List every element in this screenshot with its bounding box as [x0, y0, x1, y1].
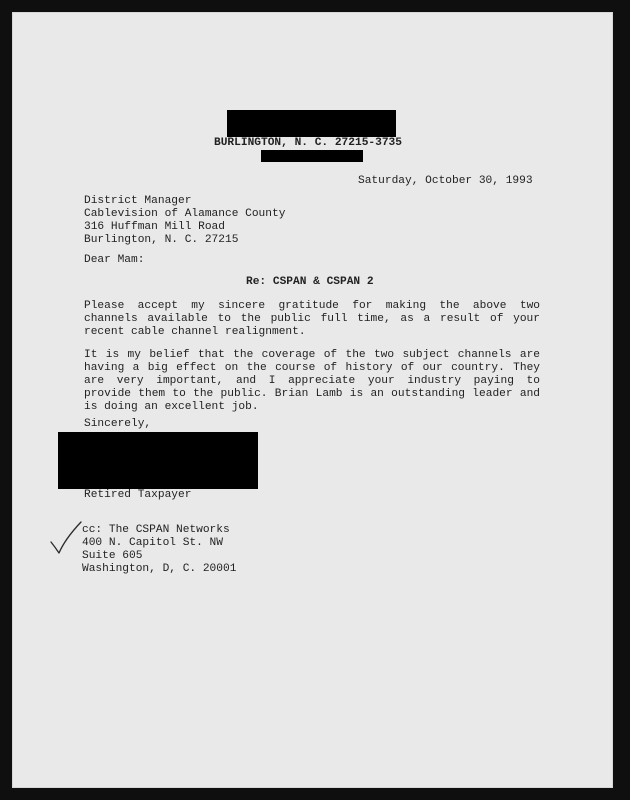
signature-title: Retired Taxpayer [84, 489, 192, 501]
recipient-line: Cablevision of Alamance County [84, 208, 286, 220]
body-paragraph-2: It is my belief that the coverage of the two subject channels are having a big effect on the course of history of our country. They are very important, and I appreciate your industry paying to provide them to the public. Brian Lamb is an outstanding leader and is doing an excellent job. [84, 349, 540, 413]
cc-line: Washington, D, C. 20001 [82, 563, 237, 575]
recipient-line: 316 Huffman Mill Road [84, 221, 225, 233]
redaction-signature [58, 432, 258, 489]
recipient-line: Burlington, N. C. 27215 [84, 234, 239, 246]
subject-line: Re: CSPAN & CSPAN 2 [246, 276, 374, 288]
cc-line: 400 N. Capitol St. NW [82, 537, 223, 549]
closing: Sincerely, [84, 418, 152, 430]
redaction-letterhead-phone [261, 150, 363, 162]
salutation: Dear Mam: [84, 254, 145, 266]
letter-date: Saturday, October 30, 1993 [358, 175, 533, 187]
cc-line: Suite 605 [82, 550, 143, 562]
letterhead-city-line: BURLINGTON, N. C. 27215-3735 [214, 137, 402, 149]
recipient-line: District Manager [84, 195, 192, 207]
body-paragraph-1: Please accept my sincere gratitude for making the above two channels available to the public full time, as a result of your recent cable channel realignment. [84, 300, 540, 338]
handwritten-checkmark-icon [48, 517, 84, 557]
cc-line: cc: The CSPAN Networks [82, 524, 230, 536]
redaction-letterhead-name [227, 110, 396, 137]
